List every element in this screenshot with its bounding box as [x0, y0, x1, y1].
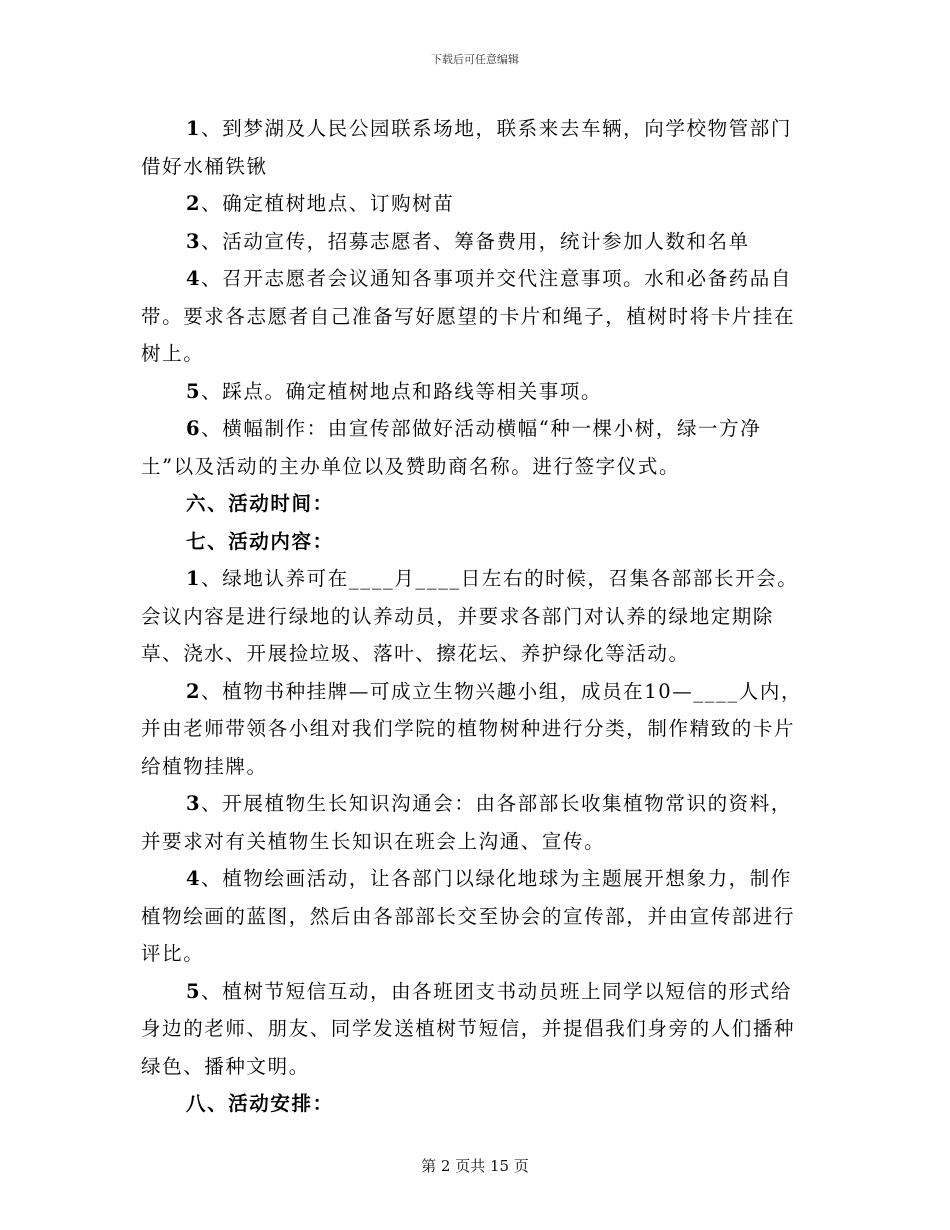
item-text: 、踩点。确定植树地点和路线等相关事项。	[201, 379, 603, 403]
list-item	[141, 260, 811, 373]
item-number: 5	[186, 379, 202, 403]
item-number: 4	[186, 267, 202, 290]
item-number: 1	[186, 117, 202, 140]
item-number: 2	[186, 679, 202, 703]
item-number: 4	[186, 867, 202, 890]
item-text: 、植树节短信互动，由各班团支书动员班上同学以短信的形式给身边的老师、朋友、同学发送植树节短信，并提倡我们身旁的人们播种绿色、播种文明。	[141, 979, 796, 1078]
item-number: 3	[186, 792, 202, 815]
item-text: 、确定植树地点、订购树苗	[201, 192, 455, 215]
list-item	[141, 373, 811, 411]
list-item	[141, 560, 811, 673]
list-item	[141, 860, 811, 973]
page-header: 下载后可任意编辑	[431, 53, 519, 66]
section-heading: 六、活动时间：	[186, 492, 334, 515]
item-number: 5	[186, 979, 202, 1003]
item-number: 6	[186, 417, 202, 440]
page-footer: 第 2 页共 15 页	[421, 1157, 529, 1175]
section-heading: 七、活动内容：	[186, 529, 334, 553]
item-text: 、召开志愿者会议通知各事项并交代注意事项。水和必备药品自带。要求各志愿者自己准备写好愿望的卡片和绳子，植树时将卡片挂在树上。	[141, 267, 796, 365]
list-item	[141, 673, 811, 786]
list-item	[141, 223, 811, 261]
list-item	[141, 973, 811, 1086]
item-text: 、横幅制作：由宣传部做好活动横幅“种一棵小树，绿一方净土”以及活动的主办单位以及赞助商名称。进行签字仪式。	[141, 417, 762, 478]
list-item	[141, 185, 811, 223]
item-text: 、植物书种挂牌—可成立生物兴趣小组，成员在10—____人内，并由老师带领各小组对我们学院的植物树种进行分类，制作精致的卡片给植物挂牌。	[141, 679, 803, 778]
item-text: 、植物绘画活动，让各部门以绿化地球为主题展开想象力，制作植物绘画的蓝图，然后由各部部长交至协会的宣传部，并由宣传部进行评比。	[141, 867, 796, 965]
list-item	[141, 410, 811, 485]
item-text: 、开展植物生长知识沟通会：由各部部长收集植物常识的资料，并要求对有关植物生长知识在班会上沟通、宣传。	[141, 792, 792, 853]
document-body	[141, 110, 811, 1123]
list-item	[141, 785, 811, 860]
list-item	[141, 110, 811, 185]
item-text: 、绿地认养可在____月____日左右的时候，召集各部部长开会。会议内容是进行绿地的认养动员，并要求各部门对认养的绿地定期除草、浇水、开展捡垃圾、落叶、擦花坛、养护绿化等活动。	[141, 567, 799, 665]
section-heading: 八、活动安排：	[186, 1092, 334, 1115]
item-text: 、到梦湖及人民公园联系场地，联系来去车辆，向学校物管部门借好水桶铁锹	[141, 117, 792, 178]
item-text: 、活动宣传，招募志愿者、筹备费用，统计参加人数和名单	[201, 229, 750, 253]
item-number: 3	[186, 229, 202, 253]
item-number: 1	[186, 567, 202, 590]
item-number: 2	[186, 192, 202, 215]
